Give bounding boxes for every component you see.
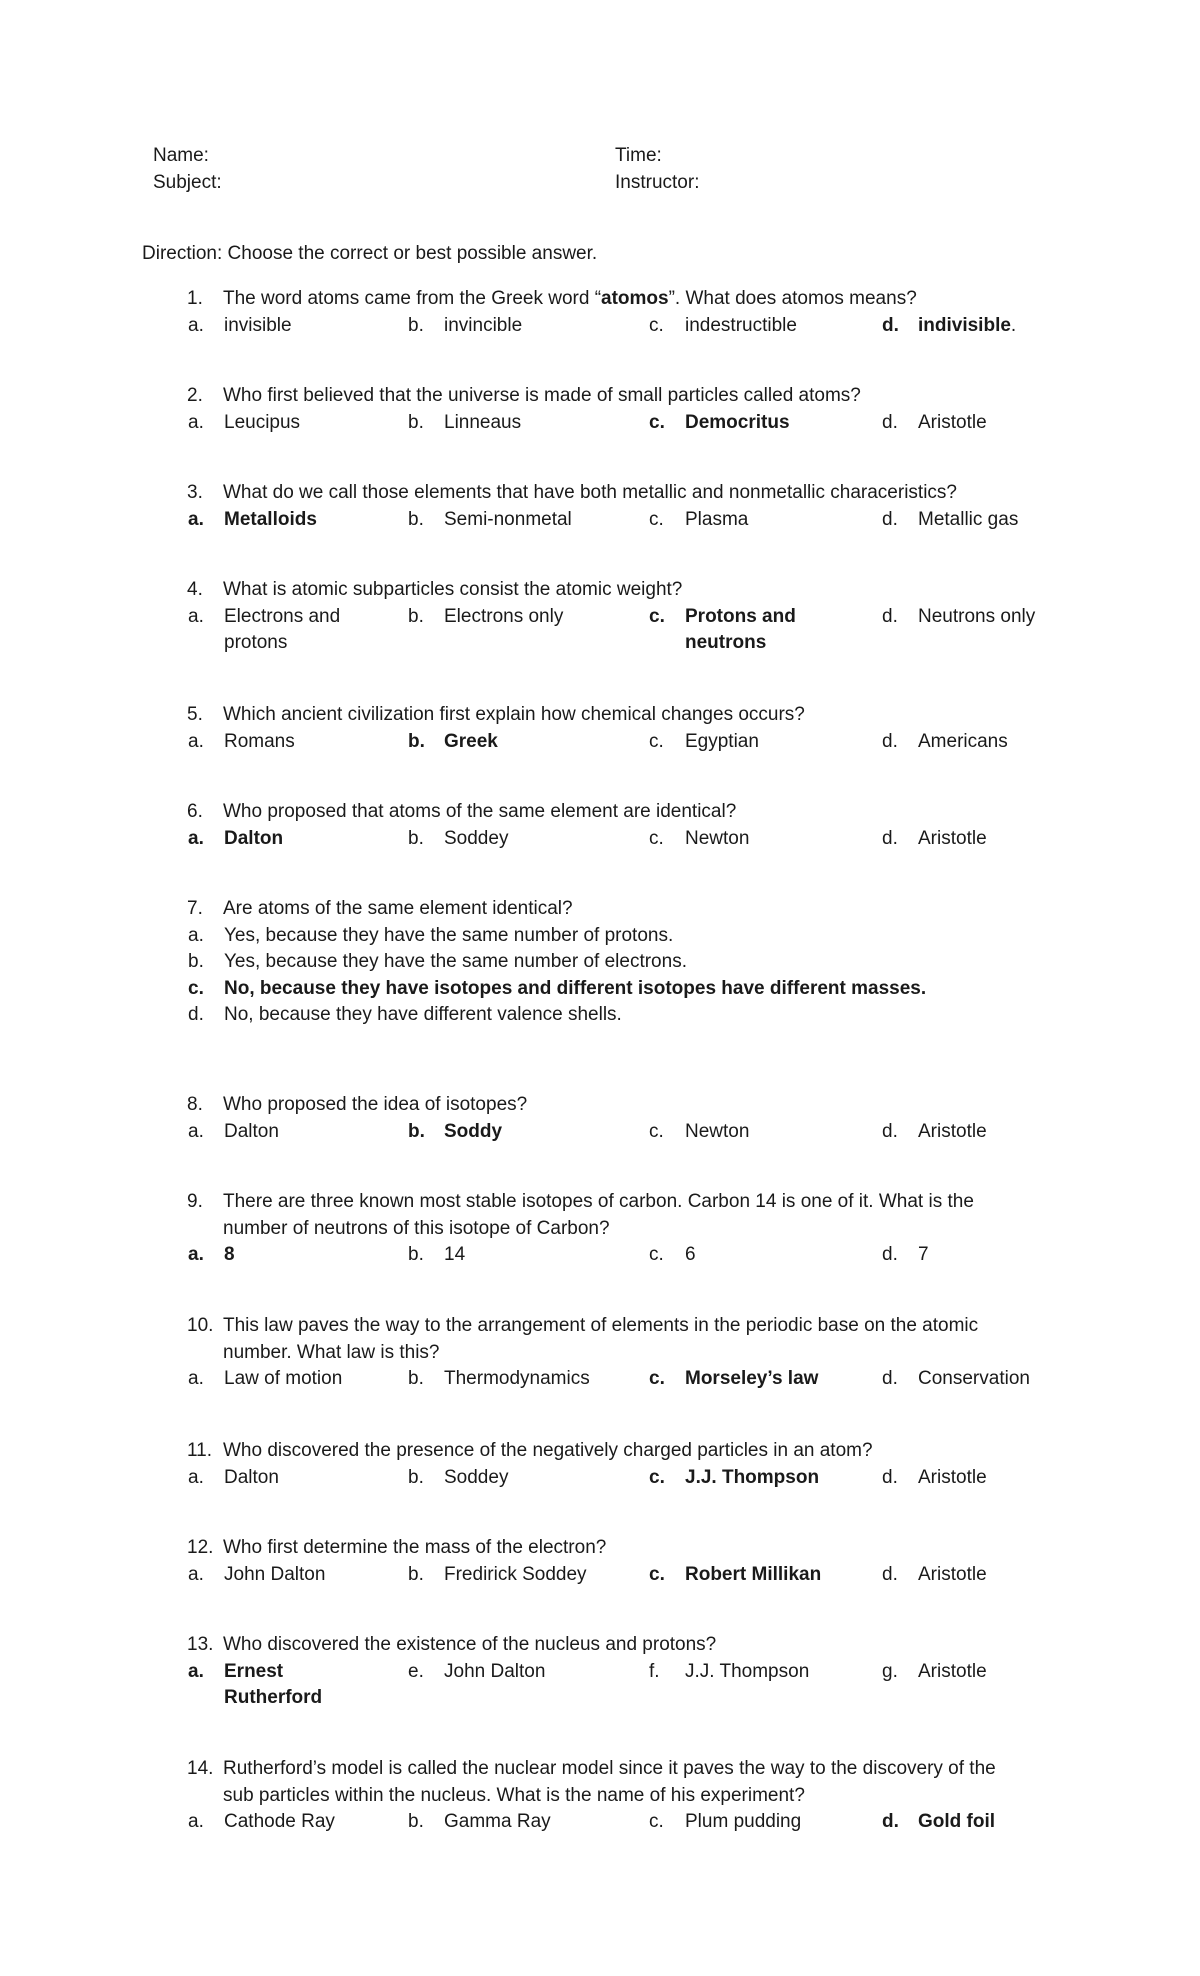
option-label: Metalloids xyxy=(224,508,317,530)
option-letter: f. xyxy=(649,1660,660,1682)
option-text xyxy=(224,1562,325,1589)
option-label: Electrons and xyxy=(224,605,341,627)
option-label: Semi-nonmetal xyxy=(444,508,572,530)
option-text xyxy=(685,313,797,340)
option-label: Linneaus xyxy=(444,411,522,433)
option-text xyxy=(685,729,759,756)
option-text xyxy=(685,1242,696,1269)
option-label: No, because they have isotopes and different isotopes have different masses. xyxy=(224,977,927,999)
option-text xyxy=(224,1366,342,1393)
option-text xyxy=(224,1809,335,1836)
option-text xyxy=(685,1809,801,1836)
option-text xyxy=(444,1119,502,1146)
option-label: John Dalton xyxy=(444,1660,546,1682)
question-text: What do we call those elements that have both metallic and nonmetallic characeristics? xyxy=(223,482,957,503)
option-label: Aristotle xyxy=(918,1660,987,1682)
option-label: Metallic gas xyxy=(918,508,1019,530)
option-text xyxy=(685,1366,818,1393)
option-label: Soddy xyxy=(444,1120,503,1142)
option-letter: c. xyxy=(649,1120,664,1142)
direction-text: Direction: Choose the correct or best possible answer. xyxy=(142,243,598,264)
option-text xyxy=(224,410,300,437)
option-label: Conservation xyxy=(918,1368,1030,1389)
option-text xyxy=(224,729,295,756)
option-text xyxy=(918,1659,987,1686)
option-label-line2: Rutherford xyxy=(224,1687,323,1708)
option-label: John Dalton xyxy=(224,1563,326,1585)
option-label: Soddey xyxy=(444,827,509,849)
option-text xyxy=(918,826,987,853)
option-text xyxy=(444,1659,545,1686)
option-label: 7 xyxy=(918,1244,929,1265)
option-label: Dalton xyxy=(224,1466,279,1488)
option-text xyxy=(224,923,673,950)
option-letter: d. xyxy=(882,605,898,627)
option-text xyxy=(444,729,498,756)
option-letter: b. xyxy=(408,508,424,530)
question-number: 6. xyxy=(187,801,203,822)
option-letter: c. xyxy=(649,1563,665,1585)
option-letter: a. xyxy=(188,1368,204,1389)
option-letter: a. xyxy=(188,605,204,627)
question-text: Who proposed the idea of isotopes? xyxy=(223,1094,528,1115)
option-letter: g. xyxy=(882,1660,898,1682)
option-label: Aristotle xyxy=(918,411,987,433)
option-text xyxy=(444,313,522,340)
option-label: Aristotle xyxy=(918,1563,987,1585)
option-label: Dalton xyxy=(224,827,284,849)
option-label: Greek xyxy=(444,730,498,752)
question-number: 12. xyxy=(187,1537,214,1558)
option-text xyxy=(224,976,926,1003)
option-text xyxy=(685,507,748,534)
option-text xyxy=(224,507,317,534)
option-text xyxy=(444,1562,587,1589)
option-label: No, because they have different valence shells. xyxy=(224,1004,622,1025)
option-label: Morseley’s law xyxy=(685,1368,819,1389)
question-text: Who discovered the presence of the negatively charged particles in an atom? xyxy=(223,1440,873,1461)
question-text-line2: sub particles within the nucleus. What is the name of his experiment? xyxy=(223,1784,805,1806)
option-letter: c. xyxy=(649,508,664,530)
option-text xyxy=(685,826,749,853)
option-label: Aristotle xyxy=(918,1120,987,1142)
option-label: 8 xyxy=(224,1244,235,1265)
option-label: Yes, because they have the same number of protons. xyxy=(224,924,674,946)
option-label: Thermodynamics xyxy=(444,1368,590,1389)
option-text xyxy=(444,410,521,437)
option-text xyxy=(918,1809,995,1836)
option-letter: a. xyxy=(188,1120,204,1142)
option-letter: c. xyxy=(649,730,664,752)
option-text xyxy=(918,1366,1030,1393)
option-letter: b. xyxy=(408,411,424,433)
option-text xyxy=(685,604,796,657)
option-text xyxy=(685,1562,821,1589)
option-letter: d. xyxy=(882,508,898,530)
question-number: 3. xyxy=(187,482,203,503)
option-letter: d. xyxy=(882,1120,898,1142)
question-text-part: ”. What does atomos means? xyxy=(668,288,917,309)
option-letter: c. xyxy=(649,1466,665,1488)
option-letter: d. xyxy=(882,1811,899,1832)
option-label: Gamma Ray xyxy=(444,1811,551,1832)
option-label: invisible xyxy=(224,314,292,336)
option-label: Democritus xyxy=(685,411,790,433)
option-label: Yes, because they have the same number of electrons. xyxy=(224,951,687,972)
option-text xyxy=(444,1242,465,1269)
option-text xyxy=(918,410,987,437)
option-text xyxy=(444,1465,508,1492)
option-suffix: . xyxy=(1010,314,1017,336)
option-letter: c. xyxy=(649,1244,664,1265)
time-label: Time: xyxy=(615,145,662,166)
question-number: 2. xyxy=(187,385,203,406)
question-number: 4. xyxy=(187,579,203,600)
option-text xyxy=(444,826,508,853)
option-text xyxy=(224,1002,622,1029)
option-letter: d. xyxy=(882,827,898,849)
option-letter: d. xyxy=(882,411,898,433)
option-letter: d. xyxy=(882,1244,898,1265)
question-text: Who proposed that atoms of the same element are identical? xyxy=(223,801,737,822)
option-text xyxy=(918,1465,987,1492)
option-text xyxy=(685,410,790,437)
option-label: Egyptian xyxy=(685,730,759,752)
option-label: J.J. Thompson xyxy=(685,1466,820,1488)
option-letter: a. xyxy=(188,314,204,336)
option-letter: d. xyxy=(882,314,899,336)
option-letter: b. xyxy=(408,314,424,336)
option-text xyxy=(224,1242,235,1269)
question-text: What is atomic subparticles consist the atomic weight? xyxy=(223,579,683,600)
question-text: Are atoms of the same element identical? xyxy=(223,898,573,919)
question-text-part: atomos xyxy=(601,288,669,309)
option-text xyxy=(444,604,563,631)
question-text: Who discovered the existence of the nucleus and protons? xyxy=(223,1634,717,1655)
question-number: 14. xyxy=(187,1758,214,1779)
option-letter: d. xyxy=(882,1368,898,1389)
option-letter: a. xyxy=(188,1660,204,1682)
option-label: Soddey xyxy=(444,1466,509,1488)
option-letter: b. xyxy=(408,1368,424,1389)
option-letter: d. xyxy=(882,1466,898,1488)
option-letter: c. xyxy=(649,1811,664,1832)
option-label: Newton xyxy=(685,827,750,849)
question-number: 1. xyxy=(187,288,203,309)
option-label: indivisible xyxy=(918,314,1011,336)
question-text: This law paves the way to the arrangement of elements in the periodic base on the atomic xyxy=(223,1315,979,1336)
option-text xyxy=(918,604,1035,631)
option-text xyxy=(918,1242,929,1269)
option-letter: c. xyxy=(649,605,665,627)
option-text xyxy=(918,507,1018,534)
option-letter: b. xyxy=(408,1120,425,1142)
option-label: Aristotle xyxy=(918,1466,987,1488)
option-letter: a. xyxy=(188,1811,204,1832)
question-number: 5. xyxy=(187,704,203,725)
option-letter: b. xyxy=(408,827,424,849)
option-label: Romans xyxy=(224,730,295,752)
option-label: Newton xyxy=(685,1120,750,1142)
question-number: 11. xyxy=(187,1440,213,1461)
option-letter: b. xyxy=(408,1811,424,1832)
option-label: Ernest xyxy=(224,1660,284,1682)
option-text xyxy=(224,1659,322,1712)
option-label: Americans xyxy=(918,730,1008,752)
option-text xyxy=(918,729,1008,756)
option-label: Plum pudding xyxy=(685,1811,802,1832)
option-letter: a. xyxy=(188,924,204,946)
option-letter: c. xyxy=(649,827,664,849)
option-text xyxy=(224,313,292,340)
question-number: 8. xyxy=(187,1094,203,1115)
name-label: Name: xyxy=(153,145,209,166)
question-number: 13. xyxy=(187,1634,214,1655)
option-text xyxy=(224,826,283,853)
option-letter: e. xyxy=(408,1660,424,1682)
question-text: Rutherford’s model is called the nuclear model since it paves the way to the discovery of the xyxy=(223,1758,996,1779)
question-text-line2: number of neutrons of this isotope of Carbon? xyxy=(223,1217,610,1239)
option-text xyxy=(685,1119,749,1146)
option-letter: b. xyxy=(408,1244,424,1265)
option-label: J.J. Thompson xyxy=(685,1660,810,1682)
option-label: Protons and xyxy=(685,605,796,627)
option-label: Leucipus xyxy=(224,411,301,433)
option-label: 6 xyxy=(685,1244,696,1265)
question-text xyxy=(223,286,917,312)
subject-label: Subject: xyxy=(153,172,222,193)
question-text: Which ancient civilization first explain how chemical changes occurs? xyxy=(223,704,805,725)
option-text xyxy=(224,1119,279,1146)
option-letter: b. xyxy=(408,605,424,627)
option-text xyxy=(685,1659,809,1686)
option-label-line2: protons xyxy=(224,632,288,653)
option-label: Neutrons only xyxy=(918,605,1036,627)
option-label: Dalton xyxy=(224,1120,279,1142)
option-label: indestructible xyxy=(685,314,797,336)
option-letter: b. xyxy=(408,1466,424,1488)
question-text: Who first determine the mass of the electron? xyxy=(223,1537,607,1558)
option-letter: d. xyxy=(882,730,898,752)
option-text xyxy=(224,949,687,976)
option-label: Electrons only xyxy=(444,605,564,627)
option-letter: a. xyxy=(188,411,204,433)
question-text: There are three known most stable isotopes of carbon. Carbon 14 is one of it. What is the xyxy=(223,1191,974,1212)
option-label: Gold foil xyxy=(918,1811,996,1832)
option-letter: c. xyxy=(649,411,665,433)
option-text xyxy=(685,1465,819,1492)
option-label: Fredirick Soddey xyxy=(444,1563,587,1585)
option-label: Robert Millikan xyxy=(685,1563,822,1585)
option-letter: a. xyxy=(188,1563,204,1585)
option-letter: a. xyxy=(188,1244,204,1265)
option-letter: d. xyxy=(188,1004,204,1025)
option-text xyxy=(918,313,1016,340)
option-text xyxy=(444,507,572,534)
instructor-label: Instructor: xyxy=(615,172,700,193)
option-letter: a. xyxy=(188,1466,204,1488)
option-text xyxy=(918,1119,987,1146)
option-text xyxy=(918,1562,987,1589)
question-text-part: The word atoms came from the Greek word “ xyxy=(223,288,602,309)
option-label: Plasma xyxy=(685,508,749,530)
question-text-line2: number. What law is this? xyxy=(223,1341,440,1363)
option-letter: c. xyxy=(649,314,664,336)
option-letter: b. xyxy=(188,951,204,972)
option-label: Aristotle xyxy=(918,827,987,849)
option-letter: b. xyxy=(408,1563,424,1585)
option-letter: c. xyxy=(188,977,204,999)
option-letter: d. xyxy=(882,1563,898,1585)
option-label-line2: neutrons xyxy=(685,632,767,653)
option-letter: c. xyxy=(649,1368,665,1389)
question-text: Who first believed that the universe is made of small particles called atoms? xyxy=(223,385,861,406)
question-number: 10. xyxy=(187,1315,214,1336)
option-letter: a. xyxy=(188,827,204,849)
option-text xyxy=(444,1366,590,1393)
option-text xyxy=(224,1465,279,1492)
option-label: Law of motion xyxy=(224,1368,343,1389)
question-number: 7. xyxy=(187,898,203,919)
option-letter: a. xyxy=(188,730,204,752)
question-number: 9. xyxy=(187,1191,203,1212)
option-text xyxy=(444,1809,551,1836)
option-text xyxy=(224,604,340,657)
option-letter: a. xyxy=(188,508,204,530)
option-label: invincible xyxy=(444,314,523,336)
option-label: Cathode Ray xyxy=(224,1811,335,1832)
option-letter: b. xyxy=(408,730,425,752)
option-label: 14 xyxy=(444,1244,466,1265)
